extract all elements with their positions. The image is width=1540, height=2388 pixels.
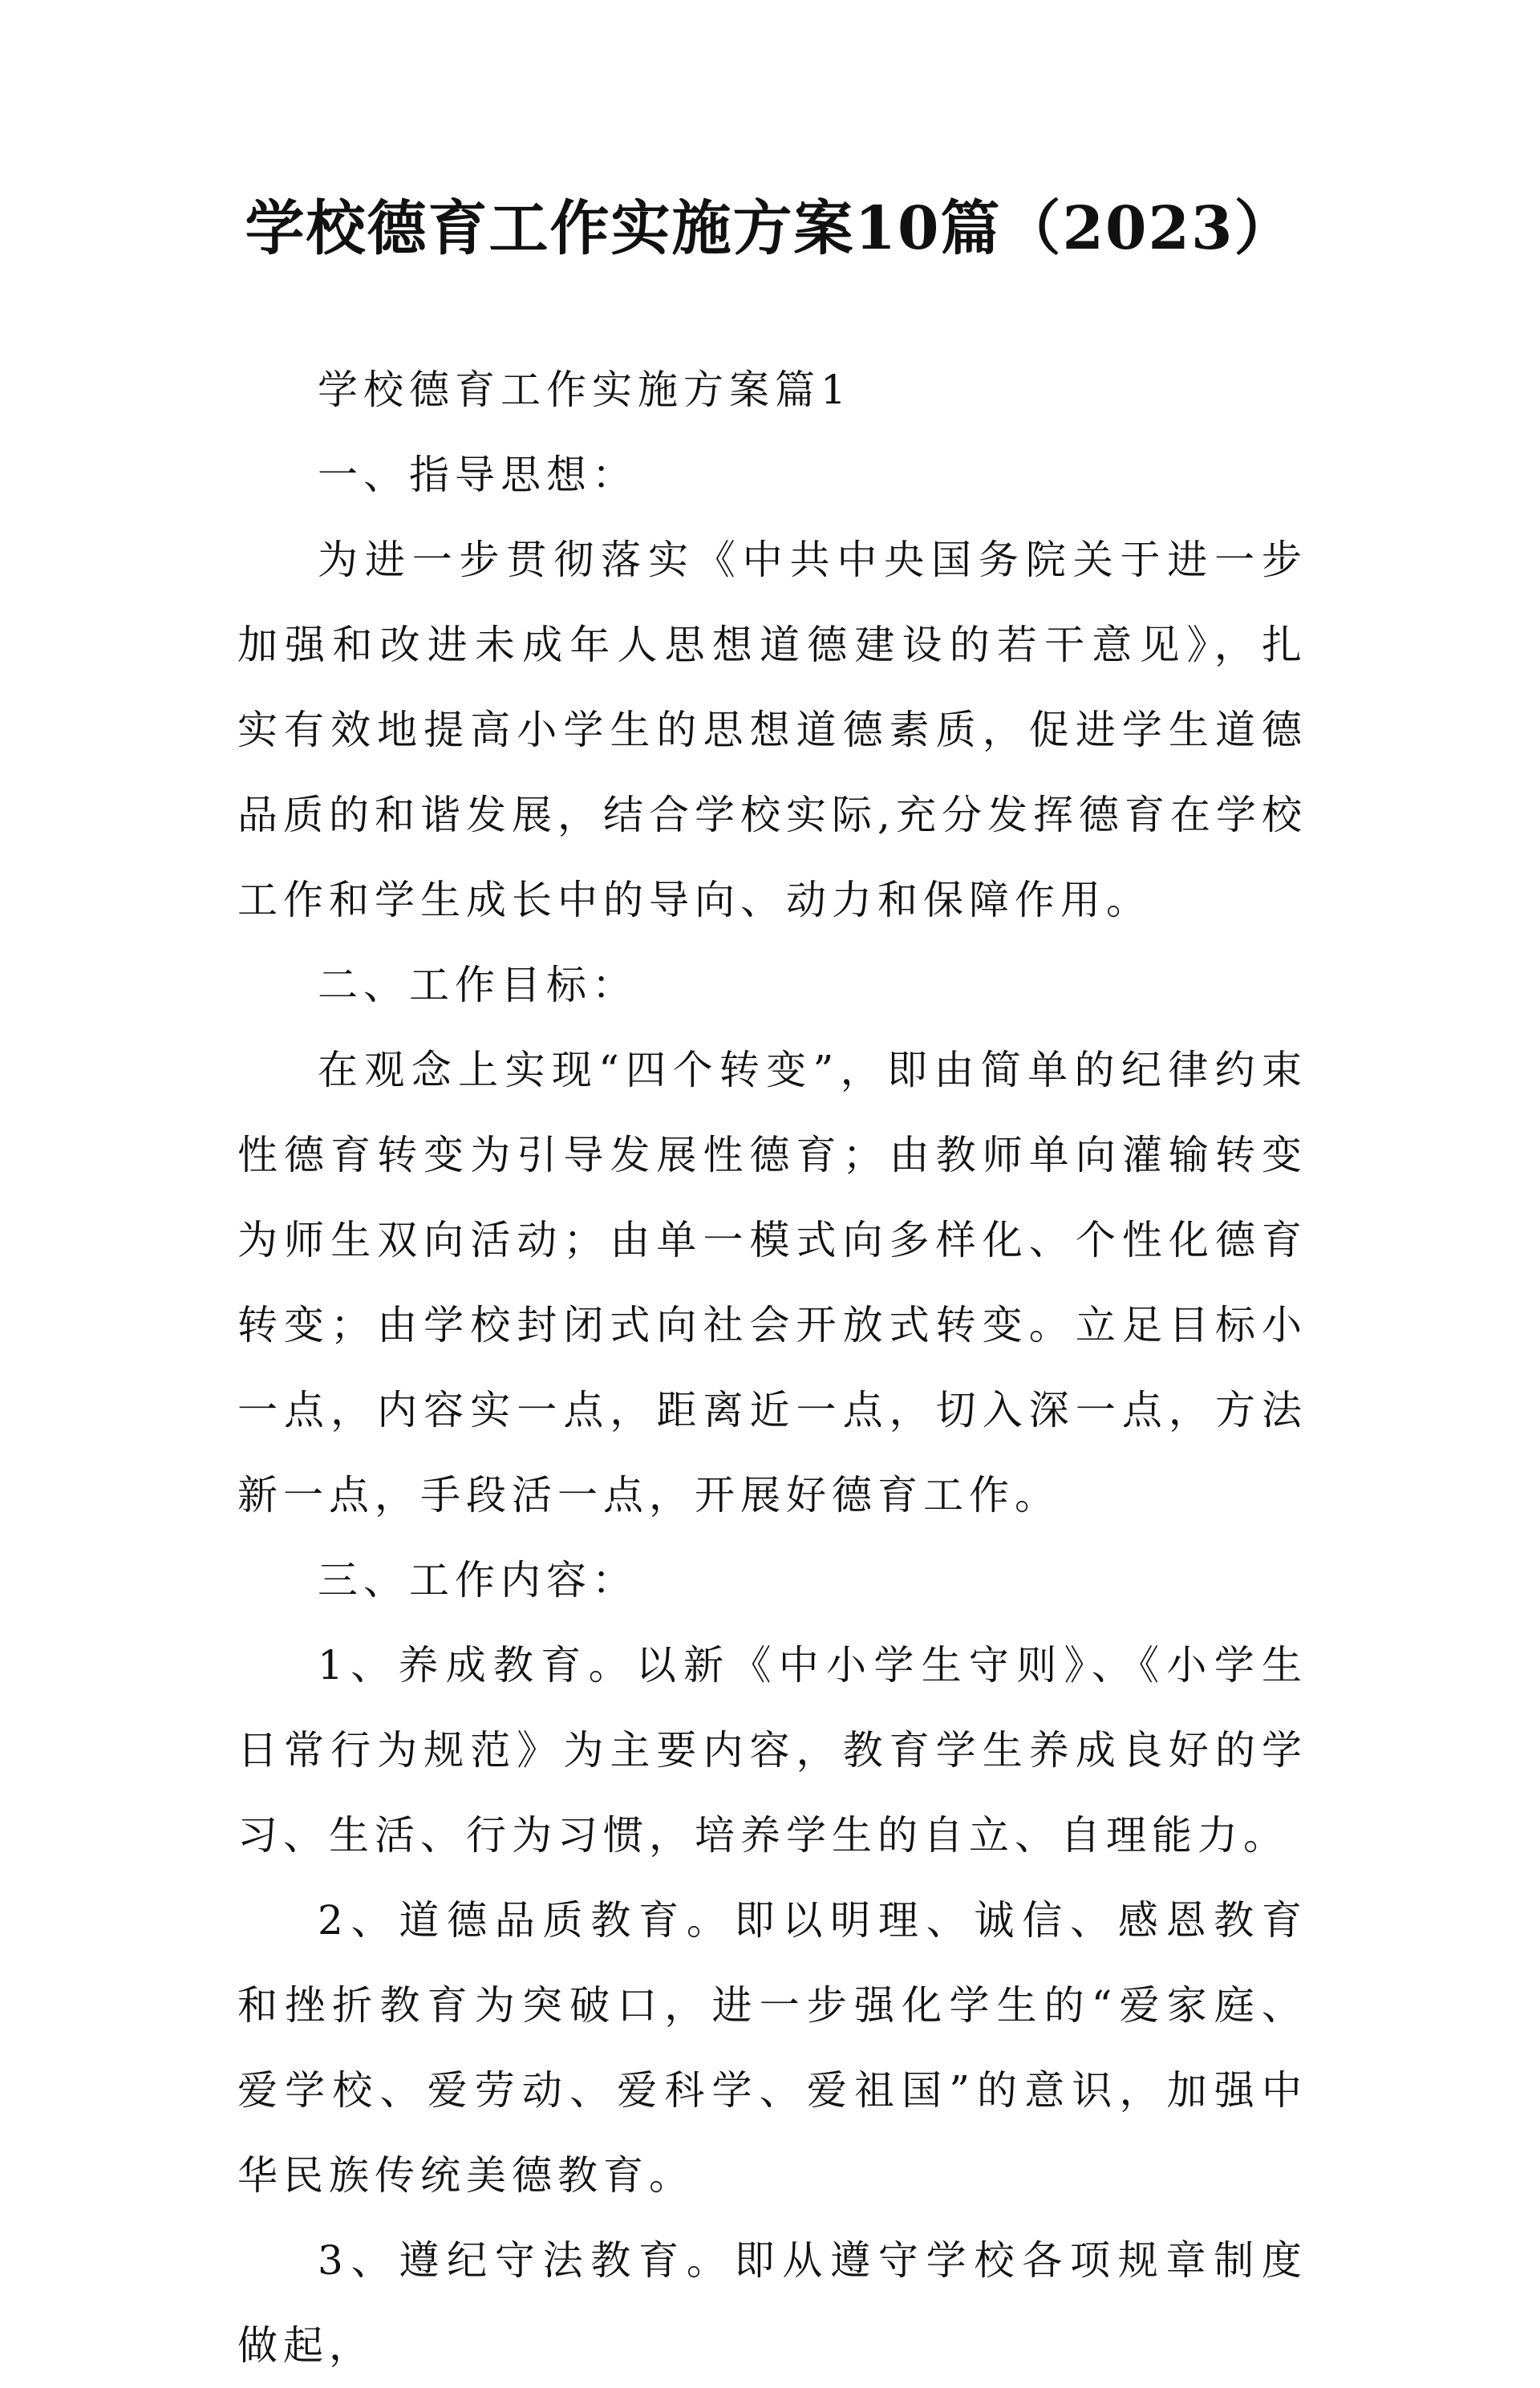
section-heading-work-content: 三、工作内容： <box>318 1557 638 1603</box>
section-heading-guiding-ideology: 一、指导思想： <box>318 452 638 498</box>
paragraph-moral-education: 2、道德品质教育。即以明理、诚信、感恩教育和挫折教育为突破口，进一步强化学生的“爱家庭、爱学校、爱劳动、爱科学、爱祖国”的意识，加强中华民族传统美德教育。 <box>237 1897 1307 2199</box>
paragraph-guiding-ideology: 为进一步贯彻落实《中共中央国务院关于进一步加强和改进未成年人思想道德建设的若干意见》，扎实有效地提高小学生的思想道德素质，促进学生道德品质的和谐发展，结合学校实际,充分发挥德育在学校工作和学生成长中的导向、动力和保障作用。 <box>237 537 1307 923</box>
document-body <box>237 347 1307 2388</box>
document-title: 学校德育工作实施方案10篇（2023） <box>245 194 1295 263</box>
paragraph-law-education: 3、遵纪守法教育。即从遵守学校各项规章制度做起， <box>237 2237 1307 2369</box>
paragraph-work-goals: 在观念上实现“四个转变”，即由简单的纪律约束性德育转变为引导发展性德育；由教师单向灌输转变为师生双向活动；由单一模式向多样化、个性化德育转变；由学校封闭式向社会开放式转变。立足目标小一点，内容实一点，距离近一点，切入深一点，方法新一点，手段活一点，开展好德育工作。 <box>237 1047 1307 1518</box>
section-heading-article: 学校德育工作实施方案篇1 <box>318 367 852 413</box>
paragraph-habit-education: 1、养成教育。以新《中小学生守则》、《小学生日常行为规范》为主要内容，教育学生养成良好的学习、生活、行为习惯，培养学生的自立、自理能力。 <box>237 1642 1307 1859</box>
section-heading-work-goals: 二、工作目标： <box>318 962 638 1008</box>
